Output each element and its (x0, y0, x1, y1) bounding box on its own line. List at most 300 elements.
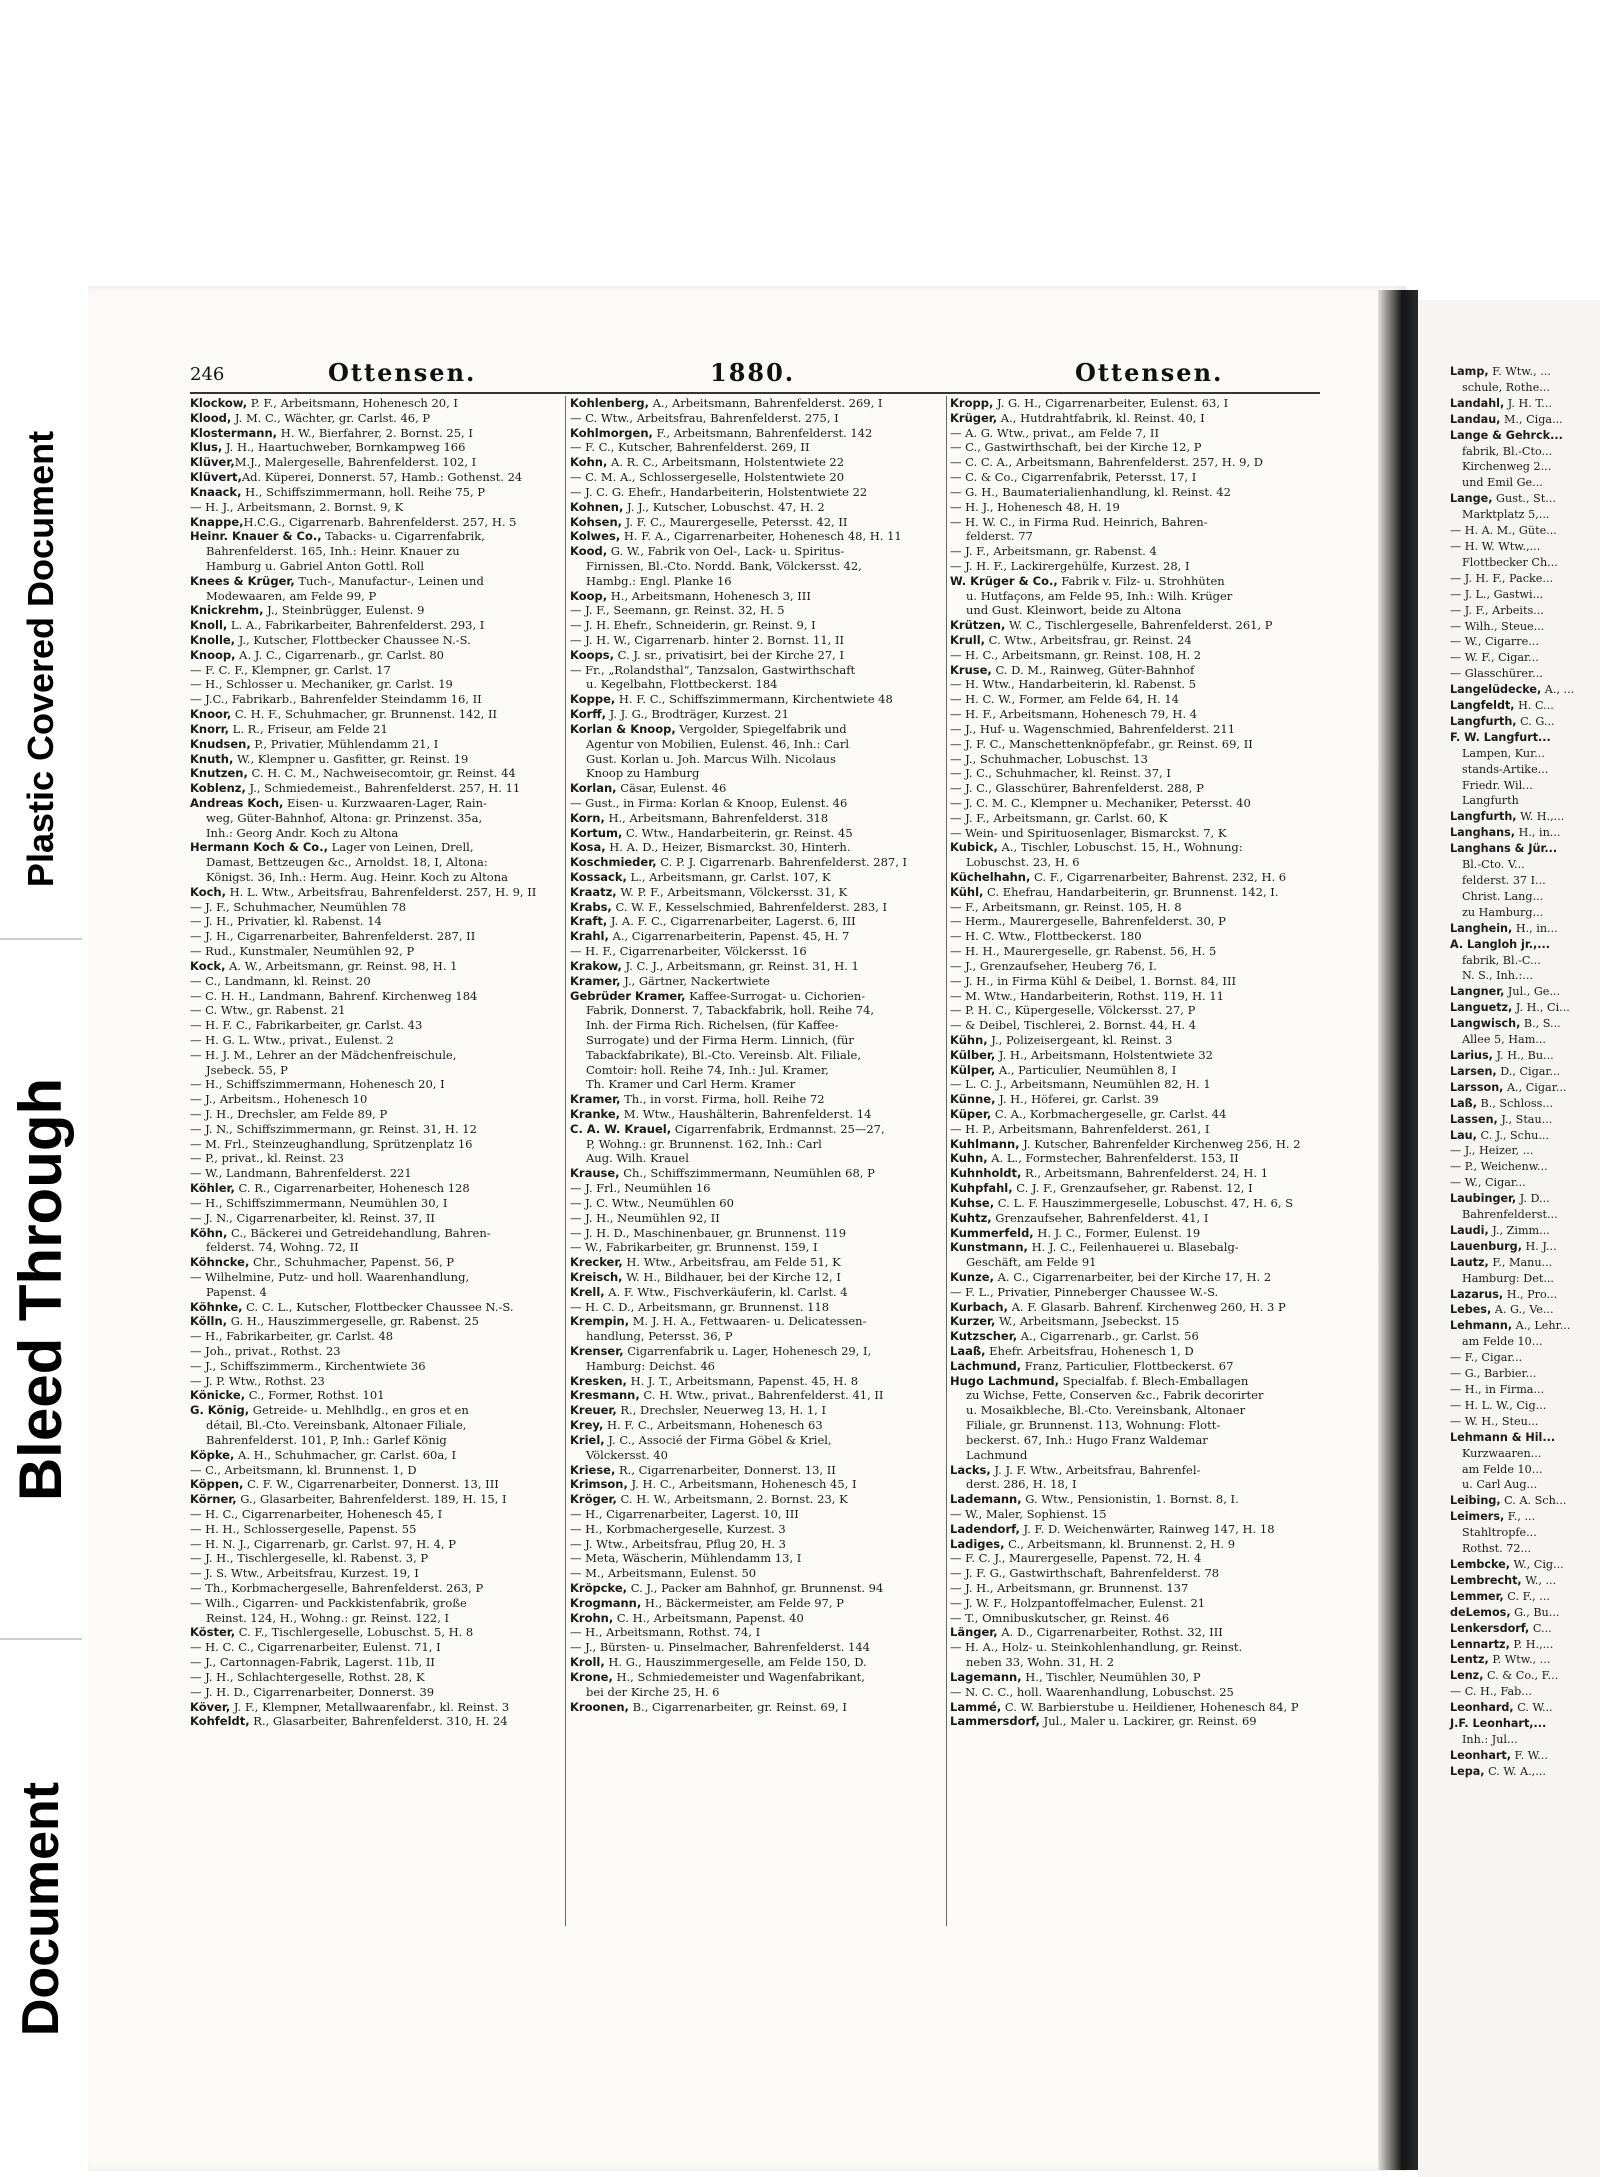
directory-entry (950, 1240, 1328, 1255)
label-plastic-covered (0, 380, 82, 940)
directory-entry (570, 692, 942, 707)
entry-details: Christ. Lang... (1462, 889, 1544, 903)
entry-details: — J. F. C., Manschettenknöpfefabr., gr. Reinst. 69, II (950, 736, 1253, 751)
entry-surname: Kreisch, (570, 1269, 623, 1284)
directory-entry (950, 1625, 1328, 1640)
directory-entry (1418, 793, 1600, 809)
entry-details: — J. F., Seemann, gr. Reinst. 32, H. 5 (570, 603, 785, 618)
directory-entry (1418, 905, 1600, 921)
entry-details: J. H., Höferei, gr. Carlst. 39 (995, 1092, 1159, 1107)
entry-details: u. Mosaikbleche, Bl.-Cto. Vereinsbank, Altonaer (966, 1403, 1246, 1418)
directory-entry (1418, 746, 1600, 762)
entry-details: — J. H., Schlachtergeselle, Rothst. 28, K (190, 1669, 425, 1684)
directory-entry (190, 1018, 562, 1033)
entry-surname: Kosa, (570, 840, 606, 855)
directory-entry (1418, 714, 1600, 730)
entry-surname: Lebes, (1450, 1303, 1492, 1317)
entry-surname: Langhein, (1450, 921, 1513, 935)
entry-details: — J. C. Wtw., Neumühlen 60 (570, 1195, 734, 1210)
directory-entry (950, 1581, 1328, 1596)
entry-details: — H., Cigarrenarbeiter, Lagerst. 10, III (570, 1506, 799, 1521)
entry-details: Kirchenweg 2... (1462, 460, 1552, 474)
directory-entry (950, 633, 1328, 648)
directory-entry (570, 1640, 942, 1655)
entry-surname: Kohnen, (570, 499, 624, 514)
entry-details: — H. C. Wtw., Flottbeckerst. 180 (950, 929, 1142, 944)
directory-entry (1418, 1143, 1600, 1159)
entry-details: — P., Weichenw... (1450, 1160, 1548, 1174)
directory-entry (950, 1211, 1328, 1226)
directory-entry (190, 752, 562, 767)
entry-details: Jul., Maler u. Lackirer, gr. Reinst. 69 (1039, 1714, 1257, 1729)
directory-entry (190, 1714, 562, 1729)
directory-entry (950, 455, 1328, 470)
directory-entry (570, 796, 942, 811)
directory-entry (190, 1700, 562, 1715)
directory-entry (190, 1359, 562, 1374)
entry-details: G., Glasarbeiter, Bahrenfelderst. 189, H. 15, I (236, 1492, 507, 1507)
entry-details: Filiale, gr. Brunnenst. 113, Wohnung: Flott- (966, 1418, 1221, 1433)
entry-surname: Krell, (570, 1284, 605, 1299)
directory-entry (570, 944, 942, 959)
entry-details: P. H.,... (1509, 1637, 1554, 1651)
label-document-text: Document (12, 1781, 70, 2036)
entry-details: Cäsar, Eulenst. 46 (616, 781, 727, 796)
directory-entry (1418, 1668, 1600, 1684)
entry-details: — H. F. C., Fabrikarbeiter, gr. Carlst. 43 (190, 1018, 423, 1033)
entry-details: H. F. A., Cigarrenarbeiter, Hohenesch 48, H. 11 (620, 529, 902, 544)
entry-details: M., Ciga... (1500, 412, 1563, 426)
directory-entry (570, 1300, 942, 1315)
entry-details: — C. H. H., Landmann, Bahrenf. Kirchenweg 184 (190, 988, 478, 1003)
entry-details: A. F. Wtw., Fischverkäuferin, kl. Carlst. 4 (604, 1284, 848, 1299)
directory-entry (1418, 1748, 1600, 1764)
header-place-right: Ottensen. (1075, 358, 1224, 387)
directory-entry (570, 529, 942, 544)
directory-entry (570, 1018, 942, 1033)
entry-details: — F., Arbeitsmann, gr. Reinst. 105, H. 8 (950, 899, 1182, 914)
entry-details: C. W. A.,... (1484, 1764, 1546, 1778)
entry-surname: Krüger, (950, 410, 998, 425)
directory-entry (190, 1551, 562, 1566)
directory-entry (1418, 968, 1600, 984)
entry-surname: Kröger, (570, 1492, 617, 1507)
entry-details: J. Kutscher, Bahrenfelder Kirchenweg 256, H. 2 (1019, 1136, 1301, 1151)
directory-entry (1418, 762, 1600, 778)
entry-details: A., Particulier, Neumühlen 8, I (995, 1062, 1177, 1077)
label-bleed-through-text: Bleed Through (7, 1077, 75, 1501)
entry-details: J. C., Associé der Firma Göbel & Kriel, (604, 1432, 832, 1447)
directory-entry (1418, 1096, 1600, 1112)
directory-entry (950, 1640, 1328, 1655)
directory-entry (570, 1226, 942, 1241)
entry-details: u. Kegelbahn, Flottbeckerst. 184 (586, 677, 778, 692)
directory-entry (570, 1670, 942, 1685)
entry-details: — J., Heizer, ... (1450, 1144, 1534, 1158)
directory-entry (570, 426, 942, 441)
directory-entry (570, 781, 942, 796)
entry-details: — J. F., Arbeitsmann, gr. Rabenst. 4 (950, 544, 1157, 559)
entry-surname: Lehmann, (1450, 1319, 1513, 1333)
entry-details: — C., Landmann, kl. Reinst. 20 (190, 973, 371, 988)
entry-surname: Korn, (570, 810, 605, 825)
entry-surname: Lassen, (1450, 1112, 1498, 1126)
entry-surname: Knickrehm, (190, 603, 264, 618)
entry-surname: Kunze, (950, 1269, 994, 1284)
entry-details: Reinst. 124, H., Wohng.: gr. Reinst. 122, I (206, 1610, 450, 1625)
entry-surname: Leibing, (1450, 1494, 1501, 1508)
directory-entry (190, 1477, 562, 1492)
directory-entry (570, 1374, 942, 1389)
entry-surname: Kühn, (950, 1032, 988, 1047)
entry-details: — J., Grenzaufseher, Heuberg 76, I. (950, 958, 1157, 973)
entry-details: C. F., Tischlergeselle, Lobuschst. 5, H. 8 (235, 1625, 474, 1640)
directory-entry (1418, 444, 1600, 460)
directory-entry (570, 989, 942, 1004)
directory-entry (570, 885, 942, 900)
directory-entry (1418, 1414, 1600, 1430)
entry-details: — W. F., Cigar... (1450, 651, 1539, 665)
entry-details: — J., Bürsten- u. Pinselmacher, Bahrenfelderst. 144 (570, 1640, 870, 1655)
entry-details: H. G., Hauszimmergeselle, am Felde 150, D. (604, 1655, 867, 1670)
entry-surname: Lauenburg, (1450, 1239, 1522, 1253)
directory-entry (190, 1211, 562, 1226)
entry-surname: Larius, (1450, 1048, 1493, 1062)
entry-surname: Knolle, (190, 633, 236, 647)
entry-details: Inh.: Jul... (1462, 1732, 1518, 1746)
entry-details: — J. P. Wtw., Rothst. 23 (190, 1373, 325, 1388)
entry-details: C. Wtw., Handarbeiterin, gr. Reinst. 45 (622, 825, 853, 840)
entry-details: Fabrik v. Filz- u. Strohhüten (1057, 573, 1225, 588)
entry-details: H. Wtw., Arbeitsfrau, am Felde 51, K (622, 1255, 841, 1270)
directory-entry (950, 796, 1328, 811)
directory-entry (570, 855, 942, 870)
directory-entry (1418, 364, 1600, 380)
directory-entry (570, 707, 942, 722)
entry-details: R., Drechsler, Neuerweg 13, H. 1, I (616, 1403, 826, 1418)
entry-surname: J.F. Leonhart,... (1450, 1717, 1547, 1731)
directory-entry (190, 1625, 562, 1640)
directory-entry (950, 959, 1328, 974)
entry-details: F. Wtw., ... (1488, 365, 1551, 378)
directory-entry (570, 1403, 942, 1418)
entry-details: Specialfab. f. Blech-Emballagen (1059, 1373, 1249, 1388)
entry-details: M. Wtw., Haushälterin, Bahrenfelderst. 14 (620, 1107, 872, 1121)
directory-entry (1418, 412, 1600, 428)
directory-entry (570, 1685, 942, 1700)
entry-details: — N. C. C., holl. Waarenhandlung, Lobuschst. 25 (950, 1684, 1234, 1699)
directory-entry (190, 840, 562, 855)
entry-surname: Klostermann, (190, 425, 278, 440)
directory-entry (950, 1537, 1328, 1552)
directory-entry (570, 663, 942, 678)
entry-details: handlung, Petersst. 36, P (586, 1329, 733, 1344)
entry-surname: Kohlenberg, (570, 396, 650, 410)
entry-surname: Lentz, (1450, 1653, 1489, 1667)
entry-details: Lobuschst. 23, H. 6 (966, 855, 1080, 870)
directory-entry (570, 722, 942, 737)
directory-entry (190, 1611, 562, 1626)
entry-surname: Laaß, (950, 1344, 986, 1358)
entry-surname: Köhncke, (190, 1255, 250, 1270)
directory-entry (1418, 1032, 1600, 1048)
directory-entry (570, 574, 942, 589)
entry-details: A. F. Glasarb. Bahrenf. Kirchenweg 260, H. 3 P (1007, 1299, 1286, 1314)
directory-entry (1418, 1382, 1600, 1398)
entry-details: J. H., Bu... (1492, 1048, 1554, 1062)
entry-surname: Landau, (1450, 412, 1501, 426)
entry-details: — H. N. J., Cigarrenarb, gr. Carlst. 97, H. 4, P (190, 1536, 456, 1551)
entry-details: — H. F., Cigarrenarbeiter, Völckersst. 16 (570, 944, 807, 959)
entry-details: H., Pro... (1503, 1287, 1558, 1301)
entry-surname: Kuhlmann, (950, 1136, 1020, 1151)
entry-details: Aug. Wilh. Krauel (586, 1151, 689, 1166)
entry-surname: Krecker, (570, 1255, 623, 1270)
entry-details: J. F. C., Maurergeselle, Petersst. 42, II (622, 514, 848, 529)
directory-entry (570, 1270, 942, 1285)
entry-details: H., in... (1515, 826, 1561, 840)
entry-details: Knoop zu Hamburg (586, 766, 700, 781)
directory-entry (570, 826, 942, 841)
entry-details: — F. L., Privatier, Pinneberger Chaussee W.-S. (950, 1284, 1219, 1299)
directory-entry (950, 1300, 1328, 1315)
entry-surname: Lamp, (1450, 365, 1489, 378)
entry-details: — T., Omnibuskutscher, gr. Reinst. 46 (950, 1610, 1170, 1625)
directory-entry (950, 870, 1328, 885)
directory-entry (190, 959, 562, 974)
entry-details: C. H. Wtw., privat., Bahrenfelderst. 41, II (639, 1388, 884, 1403)
entry-surname: Lenkersdorf, (1450, 1621, 1530, 1635)
directory-entry (1418, 953, 1600, 969)
directory-entry (1418, 1525, 1600, 1541)
directory-entry (950, 1685, 1328, 1700)
directory-entry (950, 781, 1328, 796)
entry-surname: Gebrüder Kramer, (570, 988, 686, 1003)
directory-entry (570, 648, 942, 663)
entry-details: R., Cigarrenarbeiter, Donnerst. 13, II (615, 1462, 836, 1477)
directory-entry (570, 603, 942, 618)
directory-entry (950, 737, 1328, 752)
directory-entry (950, 885, 1328, 900)
directory-entry (1418, 1128, 1600, 1144)
entry-surname: Lachmund, (950, 1358, 1022, 1373)
entry-details: H. J... (1521, 1239, 1557, 1253)
entry-details: Hamburg u. Gabriel Anton Gottl. Roll (206, 558, 425, 573)
directory-entry (950, 1448, 1328, 1463)
entry-surname: Kurbach, (950, 1299, 1008, 1314)
entry-surname: Külper, (950, 1062, 996, 1077)
directory-entry (570, 1033, 942, 1048)
directory-entry (950, 1077, 1328, 1092)
directory-entry (950, 1566, 1328, 1581)
directory-entry (1418, 1255, 1600, 1271)
entry-details: Grenzaufseher, Bahrenfelderst. 41, I (991, 1210, 1209, 1225)
directory-entry (950, 1655, 1328, 1670)
entry-details: — J. N., Schiffszimmermann, gr. Reinst. 31, H. 12 (190, 1121, 477, 1136)
entry-surname: Lennartz, (1450, 1637, 1510, 1651)
directory-entry (1418, 1159, 1600, 1175)
directory-entry (570, 1611, 942, 1626)
directory-entry (950, 900, 1328, 915)
directory-entry (950, 677, 1328, 692)
directory-entry (950, 1551, 1328, 1566)
directory-entry (190, 885, 562, 900)
directory-entry (1418, 1509, 1600, 1525)
entry-surname: Kroonen, (570, 1699, 629, 1714)
entry-details: C. F., Cigarrenarbeiter, Bahrenst. 232, H. 6 (1030, 870, 1287, 884)
directory-entry (1418, 1064, 1600, 1080)
entry-details: C. Ehefrau, Handarbeiterin, gr. Brunnenst. 142, I. (983, 884, 1279, 899)
directory-entry (570, 1181, 942, 1196)
entry-details: — H., in Firma... (1450, 1383, 1545, 1396)
directory-entry (190, 1270, 562, 1285)
entry-surname: Koschmieder, (570, 855, 657, 870)
directory-entry (570, 737, 942, 752)
entry-details: P. Wtw., ... (1488, 1653, 1551, 1667)
directory-entry (950, 1344, 1328, 1359)
directory-entry (190, 1670, 562, 1685)
entry-details: Bl.-Cto. V... (1462, 858, 1525, 872)
entry-surname: C. A. W. Krauel, (570, 1121, 672, 1136)
entry-details: — Wein- und Spirituosenlager, Bismarckst. 7, K (950, 825, 1227, 840)
entry-details: Ehefr. Arbeitsfrau, Hohenesch 1, D (985, 1344, 1194, 1358)
entry-details: — H. J. M., Lehrer an der Mädchenfreischule, (190, 1047, 457, 1062)
entry-details: — Meta, Wäscherin, Mühlendamm 13, I (570, 1551, 802, 1566)
entry-surname: Kohlmorgen, (570, 425, 653, 440)
entry-surname: Korlan, (570, 781, 617, 796)
page-gutter (1378, 290, 1418, 2170)
entry-surname: Knoll, (190, 618, 228, 633)
entry-details: beckerst. 67, Inh.: Hugo Franz Waldemar (966, 1432, 1208, 1447)
entry-details: — & Deibel, Tischlerei, 2. Bornst. 44, H. 4 (950, 1018, 1197, 1033)
directory-entry (1418, 1080, 1600, 1096)
directory-entry (1418, 380, 1600, 396)
entry-details: J. H., Ci... (1512, 1001, 1570, 1015)
directory-entry (1418, 475, 1600, 491)
directory-entry (1418, 1493, 1600, 1509)
entry-details: Comtoir: holl. Reihe 74, Inh.: Jul. Kramer, (586, 1062, 829, 1077)
entry-details: neben 33, Wohn. 31, H. 2 (966, 1655, 1115, 1670)
directory-entry (950, 1166, 1328, 1181)
directory-entry (950, 1522, 1328, 1537)
entry-details: F. W... (1511, 1748, 1548, 1762)
directory-entry (570, 1359, 942, 1374)
entry-surname: Lange, (1450, 492, 1493, 506)
entry-details: Cigarrenfabrik u. Lager, Hohenesch 29, I, (623, 1344, 872, 1358)
entry-details: zu Hamburg... (1462, 905, 1544, 919)
directory-entry (950, 929, 1328, 944)
entry-details: — Fr., „Rolandsthal“, Tanzsalon, Gastwirthschaft (570, 662, 856, 677)
directory-entry (190, 574, 562, 589)
label-bleed-through (0, 940, 82, 1640)
entry-details: — L. C. J., Arbeitsmann, Neumühlen 82, H. 1 (950, 1077, 1211, 1092)
entry-details: Völckersst. 40 (586, 1447, 668, 1462)
entry-details: H. W., Bierfahrer, 2. Bornst. 25, I (277, 425, 473, 440)
directory-entry (950, 618, 1328, 633)
entry-details: J. F., Klempner, Metallwaarenfabr., kl. Reinst. 3 (230, 1699, 510, 1714)
entry-details: felderst. 74, Wohng. 72, II (206, 1240, 359, 1255)
entry-details: zu Wichse, Fette, Conserven &c., Fabrik decorirter (966, 1388, 1264, 1403)
directory-entry (950, 1374, 1328, 1389)
entry-details: — W., Landmann, Bahrenfelderst. 221 (190, 1166, 412, 1181)
entry-details: Flottbecker Ch... (1462, 555, 1558, 569)
directory-entry (570, 870, 942, 885)
directory-entry (1418, 1398, 1600, 1414)
directory-entry (570, 515, 942, 530)
directory-entry (950, 411, 1328, 426)
directory-entry (1418, 1302, 1600, 1318)
entry-surname: Ladiges, (950, 1536, 1005, 1551)
entry-details: H.C.G., Cigarrenarb. Bahrenfelderst. 257, H. 5 (243, 514, 517, 529)
entry-details: — H., Schiffszimmermann, Hohenesch 20, I (190, 1077, 445, 1092)
entry-details: A. H., Schuhmacher, gr. Carlst. 60a, I (234, 1447, 457, 1462)
directory-entry (1418, 1684, 1600, 1700)
directory-entry (190, 618, 562, 633)
entry-details: — J. Frl., Neumühlen 16 (570, 1181, 711, 1196)
directory-entry (1418, 1605, 1600, 1621)
entry-surname: Korlan & Knoop, (570, 721, 676, 736)
directory-entry (190, 1048, 562, 1063)
entry-surname: Krenser, (570, 1344, 624, 1358)
directory-entry (1418, 1477, 1600, 1493)
entry-details: H., in... (1512, 921, 1558, 935)
entry-details: A., Cigar... (1503, 1080, 1567, 1094)
directory-entry (950, 426, 1328, 441)
header-place-left: Ottensen. (328, 358, 477, 387)
entry-surname: Lenz, (1450, 1669, 1484, 1683)
entry-details: — C., Gastwirthschaft, bei der Kirche 12, P (950, 440, 1202, 455)
entry-details: J. J. F. Wtw., Arbeitsfrau, Bahrenfel- (990, 1462, 1201, 1477)
entry-surname: Köppen, (190, 1477, 244, 1492)
entry-details: H. J. C., Former, Eulenst. 19 (1033, 1225, 1201, 1240)
entry-details: — J. H. W., Cigarrenarb. hinter 2. Bornst. 11, II (570, 633, 845, 647)
entry-details: C. A. Sch... (1500, 1494, 1567, 1508)
entry-details: — J. H., Neumühlen 92, II (570, 1210, 720, 1225)
directory-entry (1418, 682, 1600, 698)
entry-details: — J. H., Cigarrenarbeiter, Bahrenfelderst. 287, II (190, 929, 476, 944)
entry-details: C. J. F., Grenzaufseher, gr. Rabenst. 12, I (1012, 1181, 1253, 1196)
entry-surname: Hugo Lachmund, (950, 1373, 1059, 1388)
entry-details: W. H., Bildhauer, bei der Kirche 12, I (622, 1269, 841, 1284)
entry-details: Königst. 36, Inh.: Herm. Aug. Heinr. Koch zu Altona (206, 870, 508, 884)
entry-details: Bahrenfelderst. 101, P, Inh.: Garlef König (206, 1432, 447, 1447)
entry-surname: Kuhn, (950, 1151, 988, 1166)
directory-entry (950, 648, 1328, 663)
entry-details: — C. Wtw., gr. Rabenst. 21 (190, 1003, 346, 1018)
directory-entry (190, 544, 562, 559)
directory-entry (190, 663, 562, 678)
entry-details: — H. G. L. Wtw., privat., Eulenst. 2 (190, 1032, 394, 1047)
entry-surname: Knappe, (190, 514, 244, 529)
entry-details: Hamburg: Deichst. 46 (586, 1358, 715, 1373)
directory-entry (1418, 650, 1600, 666)
entry-details: — J. H. Ehefr., Schneiderin, gr. Reinst. 9, I (570, 618, 816, 633)
entry-details: — J. L., Gastwi... (1450, 587, 1544, 601)
directory-entry (1418, 730, 1600, 746)
entry-details: — F., Cigar... (1450, 1351, 1523, 1365)
directory-entry (950, 559, 1328, 574)
directory-entry (1418, 1318, 1600, 1334)
directory-entry (950, 1063, 1328, 1078)
entry-details: L., Arbeitsmann, gr. Carlst. 107, K (626, 870, 831, 884)
entry-surname: Knoor, (190, 707, 232, 722)
directory-entry (190, 737, 562, 752)
entry-surname: Langelüdecke, (1450, 683, 1542, 697)
entry-details: W., Klempner u. Gasfitter, gr. Reinst. 19 (233, 751, 469, 766)
entry-details: — J., Arbeitsm., Hohenesch 10 (190, 1092, 368, 1107)
entry-details: Allee 5, Ham... (1462, 1033, 1546, 1047)
directory-entry (950, 485, 1328, 500)
